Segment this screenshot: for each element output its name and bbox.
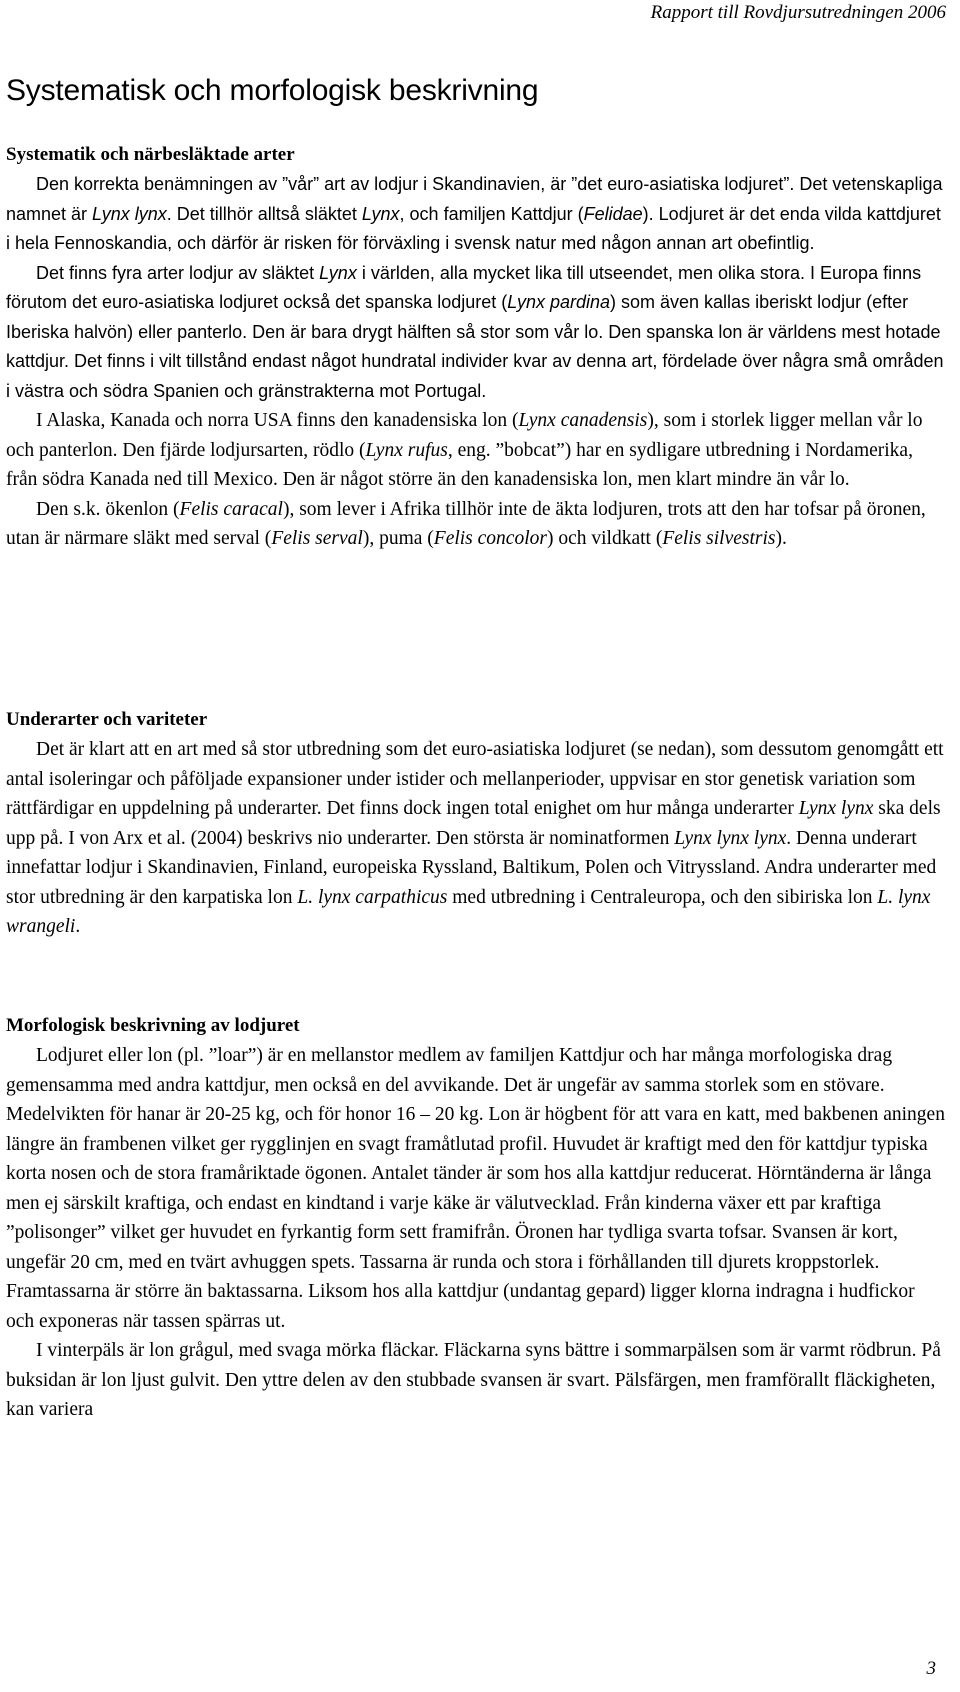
- page-number: 3: [926, 1658, 936, 1679]
- paragraph: Den s.k. ökenlon (Felis caracal), som lever i Afrika tillhör inte de äkta lodjuren, trots att den har tofsar på öronen, utan är närmare släkt med serval (Felis serval), puma (Felis concolor) och vildkatt (Felis silvestris).: [6, 498, 926, 549]
- section-heading: Morfologisk beskrivning av lodjuret: [6, 1015, 300, 1036]
- paragraph: I Alaska, Kanada och norra USA finns den kanadensiska lon (Lynx canadensis), som i storlek ligger mellan vår lo och panterlon. Den fjärde lodjursarten, rödlo (Lynx rufus, eng. ”bobcat”) har en sydligare utbredning i Nordamerika, från södra Kanada ned till Mexico. Den är något större än den kanadensiska lon, men klart mindre än vår lo.: [6, 410, 923, 490]
- paragraph: I vinterpäls är lon grågul, med svaga mörka fläckar. Fläckarna syns bättre i sommarpälsen som är varmt rödbrun. På buksidan är lon ljust gulvit. Den yttre delen av den stubbade svansen är svart. Pälsfärgen, men framförallt fläckigheten, kan variera: [6, 1340, 941, 1420]
- page-title: Systematisk och morfologisk beskrivning: [6, 74, 539, 107]
- section-systematik: [6, 139, 946, 554]
- paragraph: Lodjuret eller lon (pl. ”loar”) är en mellanstor medlem av familjen Kattdjur och har många morfologiska drag gemensamma med andra kattdjur, men också en del avvikande. Det är ungefär av samma storlek som en stövare. Medelvikten för hanar är 20-25 kg, och för honor 16 – 20 kg. Lon är högbent för att vara en katt, med bakbenen aningen längre än frambenen vilket ger rygglinjen en svagt framåtlutad profil. Huvudet är kraftigt med den för kattdjur typiska korta nosen och de stora framåriktade ögonen. Antalet tänder är som hos alla kattdjur reducerat. Hörntänderna är långa men ej särskilt kraftiga, och endast en kindtand i varje käke är välutvecklad. Från kinderna växer ett par kraftiga ”polisonger” vilket ger huvudet en fyrkantig form sett framifrån. Öronen har tydliga svarta tofsar. Svansen är kort, ungefär 20 cm, med en tvärt avhuggen spets. Tassarna är runda och stora i förhållanden till djurets kroppstorlek. Framtassarna är större än baktassarna. Liksom hos alla kattdjur (undantag gepard) ligger klorna indragna i hudfickor och exponeras när tassen spärras ut.: [6, 1045, 945, 1332]
- paragraph: Det finns fyra arter lodjur av släktet Lynx i världen, alla mycket lika till utseendet, men olika stora. I Europa finns förutom det euro-asiatiska lodjuret också det spanska lodjuret (Lynx pardina) som även kallas iberiskt lodjur (efter Iberiska halvön) eller panterlo. Den är bara drygt hälften så stor som vår lo. Den spanska lon är världens mest hotade kattdjur. Det finns i vilt tillstånd endast något hundratal individer kvar av denna art, fördelade över några små områden i västra och södra Spanien och gränstrakterna mot Portugal.: [6, 262, 944, 401]
- section-underarter: [6, 704, 946, 942]
- running-header: Rapport till Rovdjursutredningen 2006: [650, 2, 946, 23]
- paragraph: Den korrekta benämningen av ”vår” art av lodjur i Skandinavien, är ”det euro-asiatiska lodjuret”. Det vetenskapliga namnet är Lynx lynx. Det tillhör alltså släktet Lynx, och familjen Kattdjur (Felidae). Lodjuret är det enda vilda kattdjuret i hela Fennoskandia, och därför är risken för förväxling i svensk natur med någon annan art obefintlig.: [6, 174, 943, 253]
- section-heading: Underarter och variteter: [6, 709, 208, 730]
- section-heading: Systematik och närbesläktade arter: [6, 144, 295, 165]
- paragraph: Det är klart att en art med så stor utbredning som det euro-asiatiska lodjuret (se nedan), som dessutom genomgått ett antal isoleringar och påföljade expansioner under istider och mellanperioder, uppvisar en stor genetisk variation som rättfärdigar en uppdelning på underarter. Det finns dock ingen total enighet om hur många underarter Lynx lynx ska dels upp på. I von Arx et al. (2004) beskrivs nio underarter. Den största är nominatformen Lynx lynx lynx. Denna underart innefattar lodjur i Skandinavien, Finland, europeiska Ryssland, Baltikum, Polen och Vitryssland. Andra underarter med stor utbredning är den karpatiska lon L. lynx carpathicus med utbredning i Centraleuropa, och den sibiriska lon L. lynx wrangeli.: [6, 739, 944, 937]
- section-morfologi: [6, 1010, 946, 1425]
